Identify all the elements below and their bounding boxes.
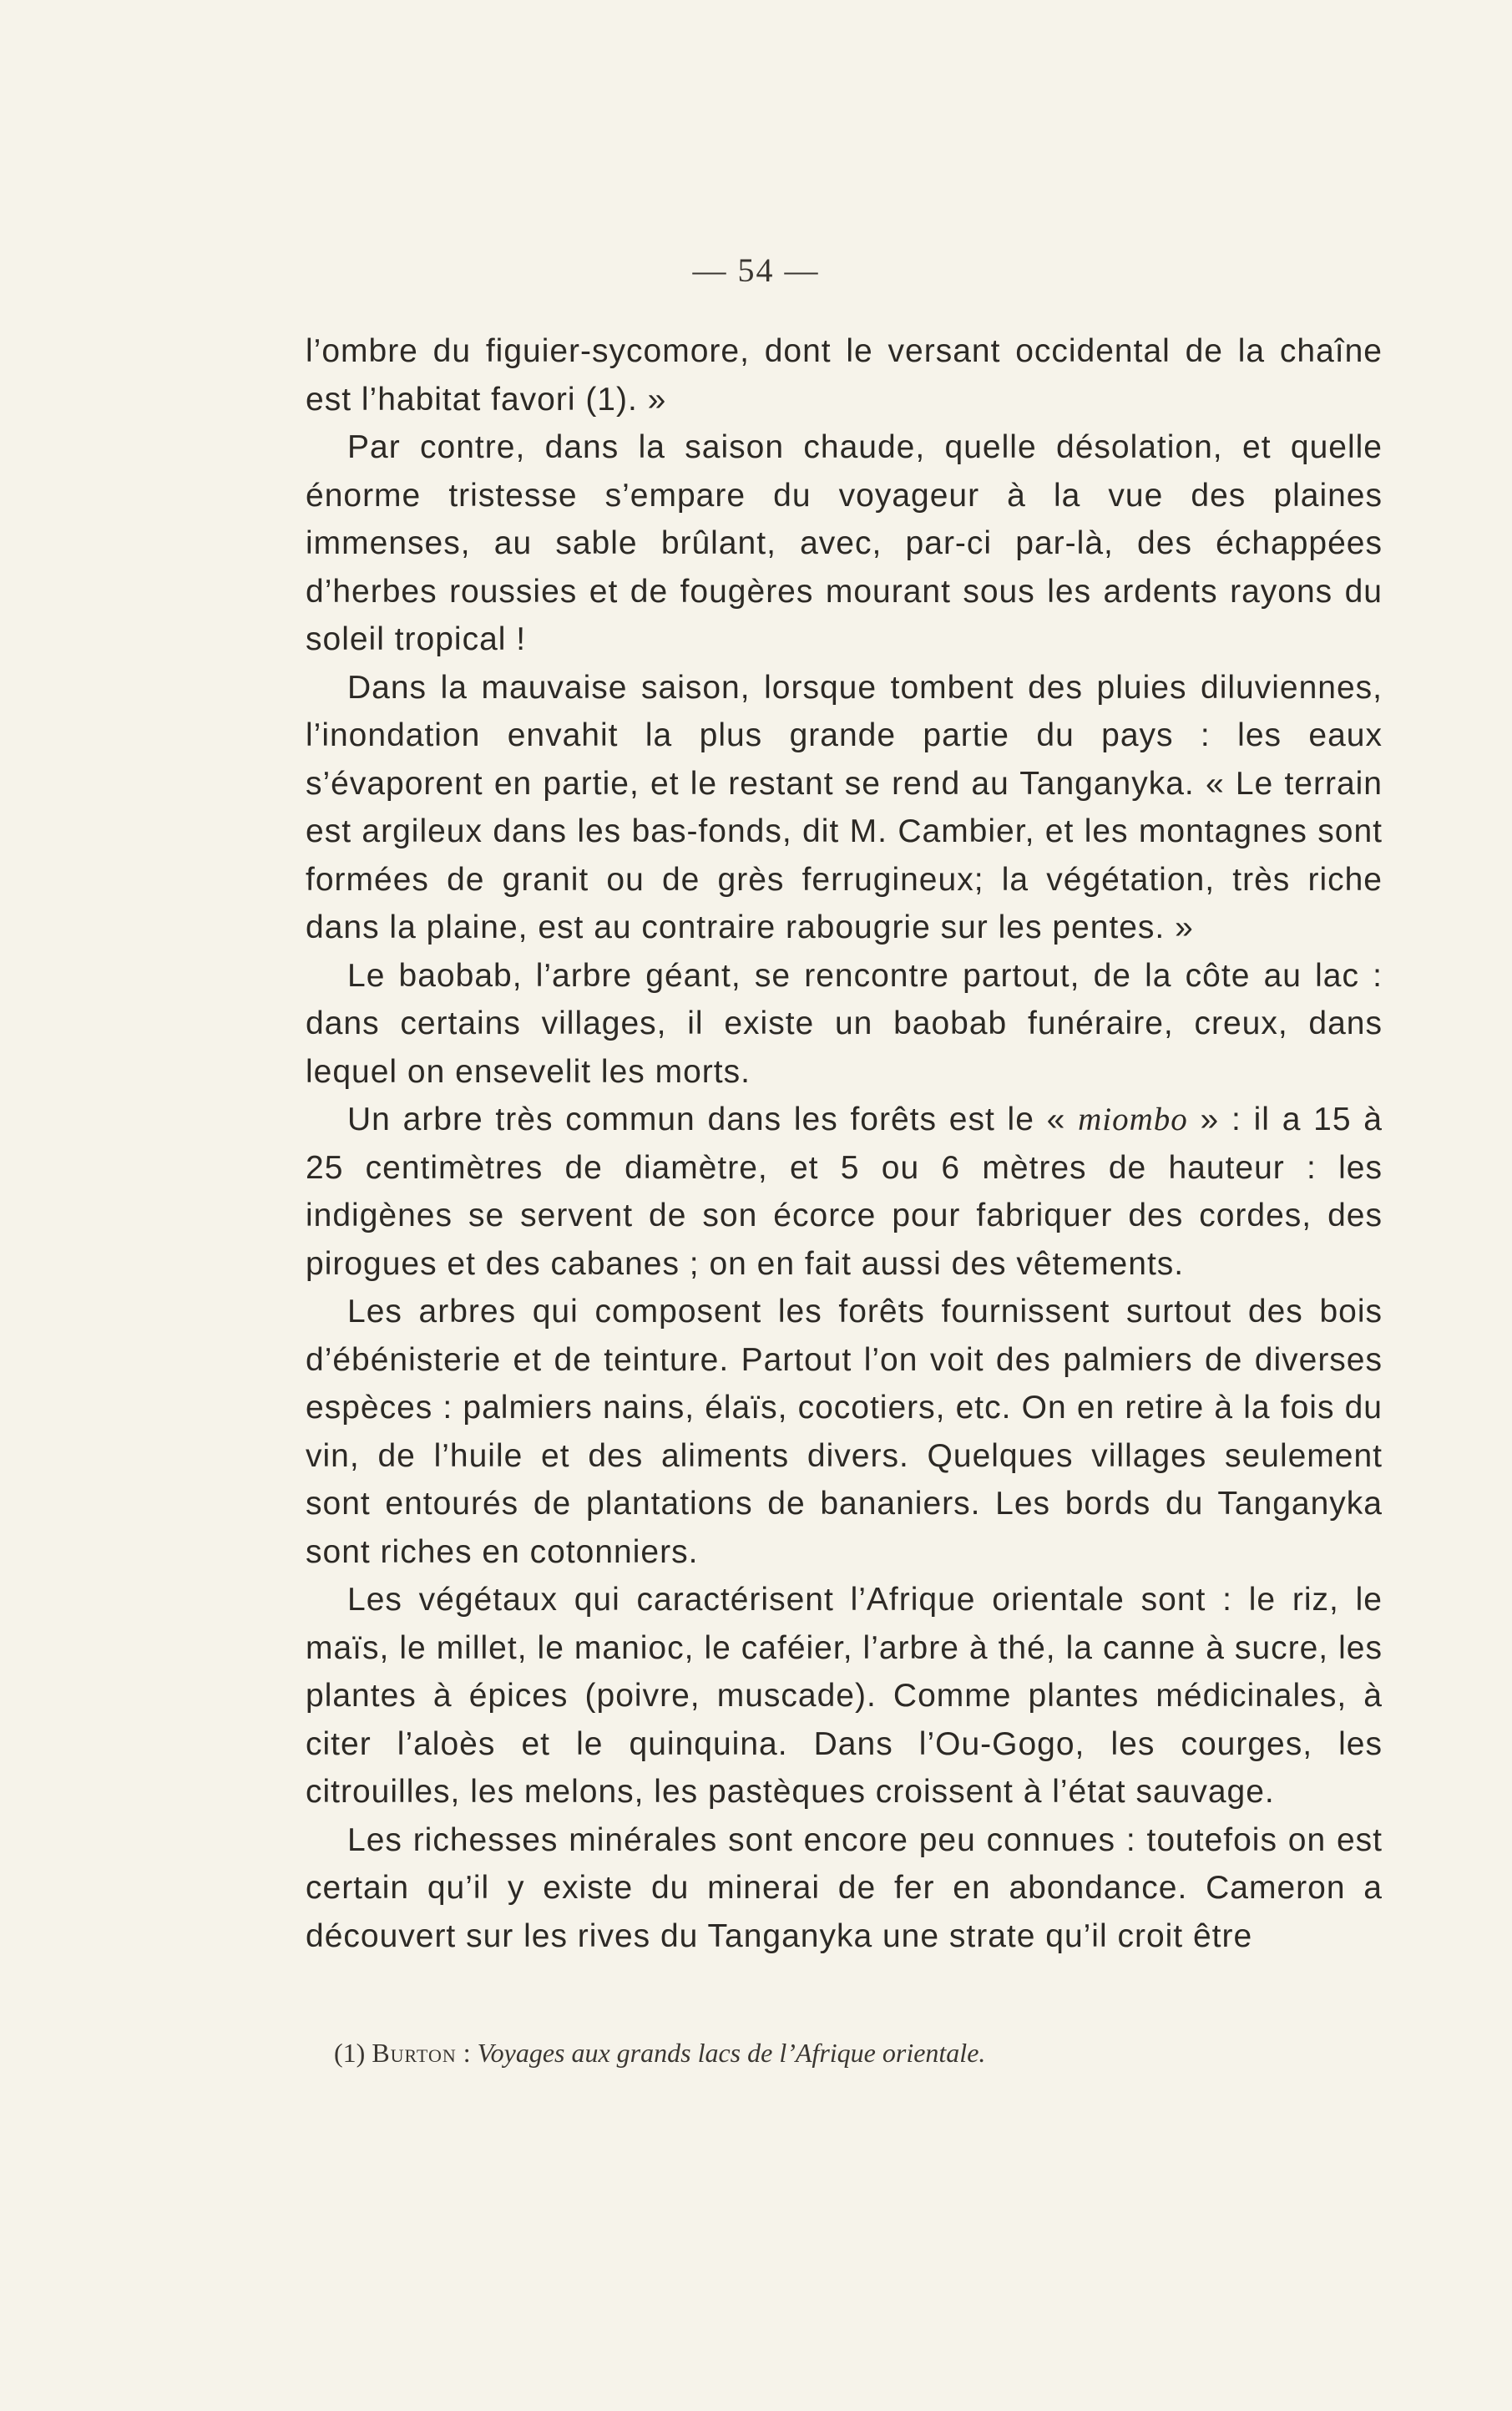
paragraph-text: Dans la mauvaise saison, lorsque tombent des pluies diluviennes, l’inondation envahit la plus grande partie du pays : les eaux s’évaporent en partie, et le restant se rend au Tanganyka. « Le terrain est argileux dans les bas-fonds, dit M. Cambier, et les montagnes sont formées de granit ou de grès ferrugineux; la végétation, très riche dans la plaine, est au contraire rabougrie sur les pentes. » xyxy=(306,669,1383,945)
paragraph xyxy=(306,1816,1383,1961)
paragraph-text: » : il a 15 à 25 centimètres de diamètre, et 5 ou 6 mètres de hauteur : les indigènes se servent de son écorce pour fabriquer des cordes, des pirogues et des cabanes ; on en fait aussi des vêtements. xyxy=(306,1102,1383,1282)
footnote-author: Burton xyxy=(372,2038,457,2068)
paragraph xyxy=(306,423,1383,664)
paragraph xyxy=(306,1096,1383,1288)
footnote-separator: : xyxy=(456,2038,471,2068)
paragraph xyxy=(306,1576,1383,1816)
paragraph-text: Le baobab, l’arbre géant, se rencontre partout, de la côte au lac : dans certains villages, il existe un baobab funéraire, creux, dans lequel on ensevelit les morts. xyxy=(306,957,1383,1090)
footnote-marker: (1) xyxy=(334,2038,366,2068)
paragraph-text: Les arbres qui composent les forêts fournissent surtout des bois d’ébénisterie et de teinture. Partout l’on voit des palmiers de diverses espèces : palmiers nains, élaïs, cocotiers, etc. On en retire à la fois du vin, de l’huile et des aliments divers. Quelques villages seulement sont entourés de plantations de bananiers. Les bords du Tanganyka sont riches en cotonniers. xyxy=(306,1294,1383,1570)
body-text xyxy=(306,327,1383,1960)
paragraph-text: Par contre, dans la saison chaude, quelle désolation, et quelle énorme tristesse s’empare du voyageur à la vue des plaines immenses, au sable brûlant, avec, par-ci par-là, des échappées d’herbes roussies et de fougères mourant sous les ardents rayons du soleil tropical ! xyxy=(306,429,1383,657)
italic-term: miombo xyxy=(1078,1102,1188,1137)
paragraph-text: Les richesses minérales sont encore peu connues : toutefois on est certain qu’il y existe du minerai de fer en abondance. Cameron a découvert sur les rives du Tanganyka une strate qu’il croit être xyxy=(306,1821,1383,1954)
page-number: — 54 — xyxy=(692,251,820,289)
paragraph-text: l’ombre du figuier-sycomore, dont le versant occidental de la chaîne est l’habitat favori (1). » xyxy=(306,333,1383,418)
paragraph xyxy=(306,327,1383,423)
footnote xyxy=(334,2036,1378,2069)
paragraph xyxy=(306,664,1383,952)
paragraph-text: Les végétaux qui caractérisent l’Afrique orientale sont : le riz, le maïs, le millet, le manioc, le caféier, l’arbre à thé, la canne à sucre, les plantes à épices (poivre, muscade). Comme plantes médicinales, à citer l’aloès et le quinquina. Dans l’Ou-Gogo, les courges, les citrouilles, les melons, les pastèques croissent à l’état sauvage. xyxy=(306,1582,1383,1810)
paragraph xyxy=(306,1288,1383,1576)
paragraph-text: Un arbre très commun dans les forêts est le « xyxy=(347,1102,1079,1137)
footnote-title: Voyages aux grands lacs de l’Afrique orientale. xyxy=(477,2038,986,2068)
paragraph xyxy=(306,952,1383,1097)
